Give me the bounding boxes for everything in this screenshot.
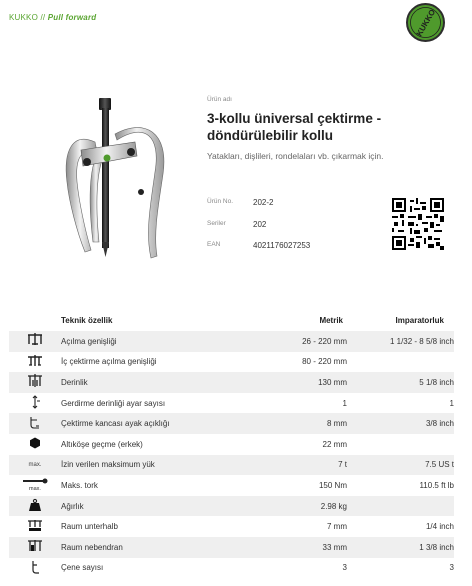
spec-metric: 7 t bbox=[267, 455, 347, 476]
max-torque-icon bbox=[22, 477, 48, 493]
opening-width-icon bbox=[27, 333, 43, 349]
jaw-count-icon bbox=[29, 560, 41, 576]
spec-imperial: 1 bbox=[449, 398, 454, 408]
spec-row bbox=[9, 413, 454, 434]
svg-text:KUKKO: KUKKO bbox=[414, 7, 438, 38]
product-subtitle: Yatakları, dişlileri, rondelaları vb. çıkarmak için. bbox=[207, 151, 384, 161]
spec-imperial: 7.5 US t bbox=[347, 455, 454, 476]
ean-label: EAN bbox=[207, 241, 221, 248]
kukko-logo-icon bbox=[408, 5, 443, 40]
max-torque-label: max. bbox=[29, 486, 41, 492]
spec-row bbox=[9, 475, 454, 496]
weight-icon bbox=[28, 498, 42, 514]
inner-opening-icon bbox=[27, 354, 43, 370]
spec-name: İzin verilen maksimum yük bbox=[61, 455, 267, 476]
spec-name: Çene sayısı bbox=[61, 563, 104, 573]
spec-metric: 22 mm bbox=[322, 439, 347, 449]
qr-code bbox=[392, 198, 444, 250]
spec-imperial bbox=[347, 434, 454, 455]
spec-row bbox=[9, 331, 454, 352]
spec-metric: 33 mm bbox=[267, 537, 347, 558]
series-label: Seriler bbox=[207, 220, 226, 227]
hook-gap-icon bbox=[28, 416, 42, 432]
spec-row bbox=[9, 352, 454, 373]
spec-row bbox=[9, 393, 454, 414]
max-load-icon: max. bbox=[28, 462, 42, 469]
brand-separator: // bbox=[38, 13, 48, 22]
spec-imperial bbox=[347, 496, 454, 517]
header-imperial: Imparatorluk bbox=[395, 315, 444, 325]
spec-name: Açılma genişliği bbox=[61, 331, 267, 352]
spec-imperial: 1 3/8 inch bbox=[347, 537, 454, 558]
space-below-icon bbox=[26, 519, 44, 535]
product-title-line2: döndürülebilir kollu bbox=[207, 128, 333, 143]
spec-metric: 7 mm bbox=[327, 522, 347, 532]
spec-name: Raum unterhalb bbox=[61, 522, 118, 532]
spec-imperial: 1 1/32 - 8 5/8 inch bbox=[347, 331, 454, 352]
spec-row bbox=[9, 372, 454, 393]
spec-row bbox=[9, 537, 454, 558]
spec-metric: 1 bbox=[342, 398, 347, 408]
product-image bbox=[55, 92, 175, 277]
spec-imperial: 110.5 ft lb bbox=[419, 480, 454, 490]
spec-metric: 2.98 kg bbox=[267, 496, 347, 517]
spec-metric: 3 bbox=[342, 563, 347, 573]
product-title-line1: 3-kollu üniversal çektirme - bbox=[207, 111, 382, 126]
spec-row bbox=[9, 455, 454, 476]
hex-icon bbox=[29, 437, 41, 451]
space-beside-icon bbox=[26, 539, 44, 555]
qr-code-icon bbox=[392, 198, 444, 250]
depth-adjust-icon bbox=[29, 395, 41, 411]
header-icon-col bbox=[9, 309, 61, 331]
spec-table bbox=[9, 309, 454, 578]
spec-imperial: 1/4 inch bbox=[425, 522, 454, 532]
header-feature: Teknik özellik bbox=[61, 315, 113, 325]
spec-name: Gerdirme derinliği ayar sayısı bbox=[61, 398, 166, 408]
product-title bbox=[207, 110, 447, 144]
spec-table-header bbox=[9, 309, 454, 331]
spec-row bbox=[9, 516, 454, 537]
spec-name: Derinlik bbox=[61, 372, 267, 393]
spec-imperial bbox=[347, 352, 454, 373]
ean-value: 4021176027253 bbox=[253, 241, 311, 250]
kukko-logo bbox=[406, 3, 445, 42]
spec-row bbox=[9, 558, 454, 579]
brand-tagline bbox=[9, 13, 96, 22]
spec-metric: 130 mm bbox=[267, 372, 347, 393]
spec-name: İç çektirme açılma genişliği bbox=[61, 357, 157, 367]
spec-metric: 26 - 220 mm bbox=[267, 331, 347, 352]
depth-icon bbox=[27, 374, 43, 390]
product-no-label: Ürün No. bbox=[207, 198, 234, 205]
spec-metric: 80 - 220 mm bbox=[302, 357, 347, 367]
spec-name: Çektirme kancası ayak açıklığı bbox=[61, 413, 267, 434]
spec-name: Maks. tork bbox=[61, 480, 98, 490]
product-name-label: Ürün adı bbox=[207, 96, 232, 103]
spec-name: Altıköşe geçme (erkek) bbox=[61, 439, 143, 449]
spec-metric: 8 mm bbox=[267, 413, 347, 434]
brand-name: KUKKO bbox=[9, 13, 39, 22]
spec-name: Raum nebendran bbox=[61, 537, 267, 558]
spec-imperial: 3/8 inch bbox=[347, 413, 454, 434]
spec-row bbox=[9, 496, 454, 517]
header-metric: Metrik bbox=[319, 315, 343, 325]
spec-imperial: 3 bbox=[449, 563, 454, 573]
brand-slogan: Pull forward bbox=[47, 13, 97, 22]
series-value: 202 bbox=[253, 220, 267, 229]
product-no-value: 202-2 bbox=[253, 198, 274, 207]
spec-name: Ağırlık bbox=[61, 496, 267, 517]
spec-metric: 150 Nm bbox=[318, 480, 347, 490]
spec-imperial: 5 1/8 inch bbox=[347, 372, 454, 393]
spec-row bbox=[9, 434, 454, 455]
